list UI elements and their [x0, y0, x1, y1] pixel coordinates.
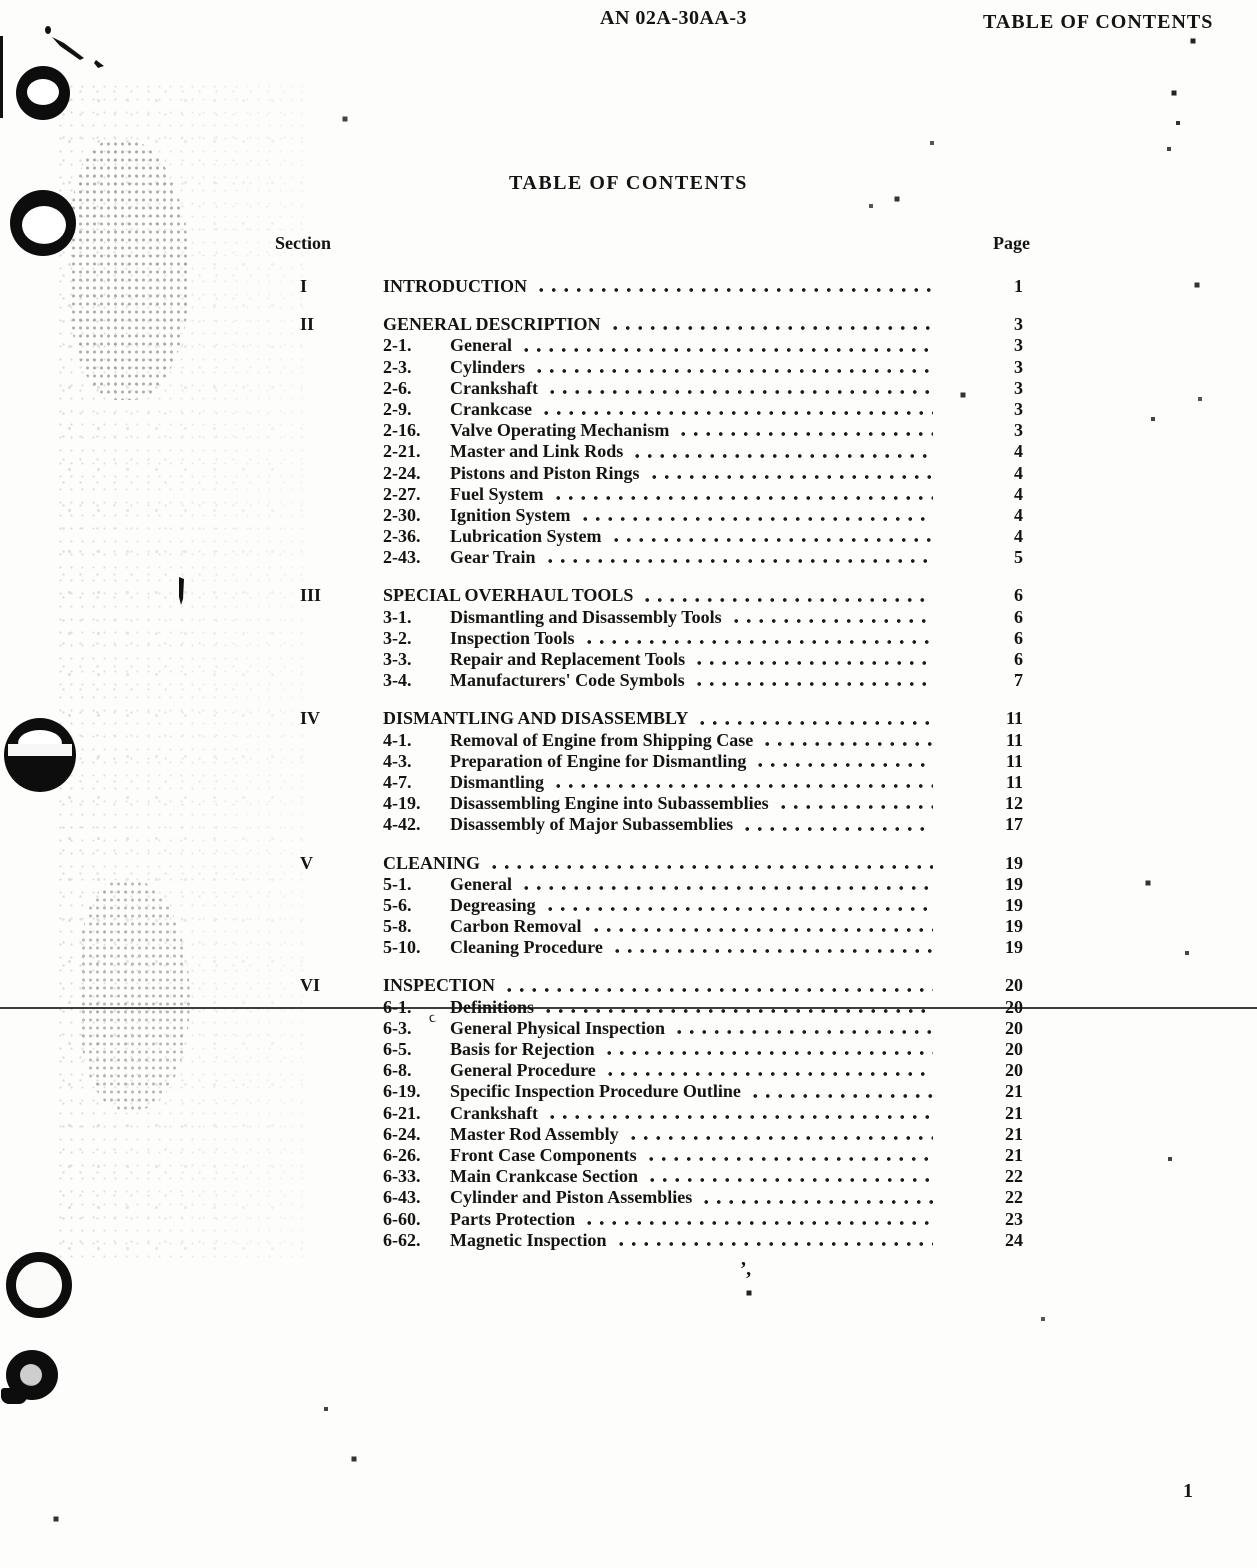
entry-title: CLEANING: [383, 852, 481, 873]
entry-number: 2-6.: [383, 377, 412, 398]
entry-title: Carbon Removal: [450, 916, 582, 937]
entry-page: 7: [1014, 670, 1023, 691]
toc-section: [275, 975, 1035, 1250]
entry-page: 19: [1005, 937, 1023, 958]
toc-item-row: [275, 1230, 1035, 1251]
section-roman: II: [300, 314, 315, 335]
entry-title: Basis for Rejection: [450, 1039, 595, 1059]
toc-item-row: [275, 1166, 1035, 1187]
entry-number: 4-7.: [383, 771, 412, 792]
toc-entry: [383, 895, 939, 916]
entry-number: 6-8.: [383, 1060, 412, 1081]
entry-page: 19: [1005, 852, 1023, 873]
stray-ink-mark: ’ ,: [740, 1258, 750, 1280]
entry-page: 6: [1014, 606, 1023, 627]
hole-punch-mark: [16, 66, 70, 120]
dot-leader: [615, 1241, 934, 1247]
entry-page: 17: [1005, 814, 1023, 835]
toc-entry: [383, 463, 939, 484]
toc-entry: [383, 708, 939, 729]
toc-item-row: [275, 463, 1035, 484]
entry-title: GENERAL DESCRIPTION: [383, 314, 601, 335]
entry-title: Main Crankcase Section: [450, 1166, 638, 1187]
entry-page: 3: [1014, 335, 1023, 356]
entry-title: Dismantling: [450, 771, 545, 792]
page-title: TABLE OF CONTENTS: [509, 172, 748, 194]
toc-item-row: [275, 526, 1035, 547]
toc-item-row: [275, 1145, 1035, 1166]
running-header: TABLE OF CONTENTS: [983, 11, 1214, 33]
entry-number: 5-1.: [383, 873, 412, 894]
entry-number: 4-19.: [383, 793, 421, 814]
toc-item-row: [275, 670, 1035, 691]
entry-page: 11: [1005, 750, 1023, 771]
hole-punch-ring-mark: [6, 1252, 72, 1318]
entry-page: 3: [1014, 420, 1023, 441]
pen-arrow-mark: [50, 34, 106, 68]
entry-title: General Procedure: [450, 1060, 596, 1081]
entry-page: 3: [1014, 377, 1023, 398]
entry-page: 20: [1005, 1060, 1023, 1081]
toc-entry: [383, 357, 939, 378]
dot-leader: [520, 885, 933, 891]
entry-number: 3-2.: [383, 627, 412, 648]
scan-noise-patch: [80, 880, 190, 1110]
entry-title: Definitions: [450, 996, 535, 1017]
toc-item-row: [275, 649, 1035, 670]
entry-title: Crankshaft: [450, 377, 539, 398]
dot-leader: [730, 618, 933, 624]
toc-entry: [383, 937, 939, 958]
toc-section: [275, 314, 1035, 568]
toc-item-row: [275, 874, 1035, 895]
entry-title: Cylinders: [450, 356, 526, 377]
dot-leader: [603, 1050, 933, 1056]
toc-entry: [383, 1145, 939, 1166]
entry-title: Master and Link Rods: [450, 441, 624, 462]
entry-page: 6: [1014, 627, 1023, 648]
toc-item-row: [275, 793, 1035, 814]
toc-item-row: [275, 357, 1035, 378]
toc-item-row: [275, 1209, 1035, 1230]
toc-item-row: [275, 607, 1035, 628]
toc-section-row: [275, 975, 1035, 996]
entry-title: Valve Operating Mechanism: [450, 420, 670, 441]
entry-number: 2-43.: [383, 547, 421, 568]
pen-dot-mark: [45, 26, 51, 34]
entry-number: 3-3.: [383, 649, 412, 669]
dot-leader: [544, 558, 934, 564]
entry-page: 20: [1005, 996, 1023, 1017]
table-of-contents: [275, 233, 1035, 1268]
toc-entry: [383, 441, 939, 462]
toc-entry: [383, 1230, 939, 1251]
toc-item-row: [275, 1187, 1035, 1208]
entry-title: Dismantling and Disassembly Tools: [450, 606, 722, 627]
entry-number: 2-27.: [383, 483, 421, 504]
entry-page: 11: [1005, 708, 1023, 729]
entry-title: INSPECTION: [383, 975, 496, 996]
dot-leader: [552, 495, 934, 501]
entry-number: 6-21.: [383, 1102, 421, 1123]
entry-title: Ignition System: [450, 504, 571, 525]
entry-title: Fuel System: [450, 483, 544, 504]
entry-title: DISMANTLING AND DISASSEMBLY: [383, 708, 689, 729]
dot-leader: [646, 1177, 933, 1183]
dot-leader: [761, 741, 933, 747]
entry-page: 3: [1014, 356, 1023, 377]
entry-page: 23: [1005, 1208, 1023, 1229]
dot-leader: [631, 453, 933, 459]
entry-number: 2-3.: [383, 356, 412, 377]
toc-entry: [383, 751, 939, 772]
entry-title: Disassembling Engine into Subassemblies: [450, 793, 769, 814]
toc-item-row: [275, 1039, 1035, 1060]
dot-leader: [583, 639, 933, 645]
toc-entry: [383, 997, 939, 1018]
toc-entry: [383, 874, 939, 895]
dot-leader: [533, 368, 933, 374]
toc-item-row: [275, 895, 1035, 916]
toc-entry: [383, 1039, 939, 1060]
toc-entry: [383, 547, 939, 568]
dot-leader: [590, 927, 934, 933]
dot-leader: [741, 826, 933, 832]
toc-entry: [383, 1103, 939, 1124]
section-roman: III: [300, 585, 322, 606]
entry-number: 3-4.: [383, 670, 412, 691]
entry-title: Parts Protection: [450, 1208, 576, 1229]
entry-title: Lubrication System: [450, 526, 602, 547]
entry-number: 6-5.: [383, 1039, 412, 1059]
dot-leader: [749, 1093, 933, 1099]
toc-entry: [383, 505, 939, 526]
toc-entry: [383, 1018, 939, 1039]
entry-page: 22: [1005, 1166, 1023, 1187]
entry-number: 6-62.: [383, 1229, 421, 1250]
toc-item-row: [275, 505, 1035, 526]
entry-title: General Physical Inspection: [450, 1017, 665, 1038]
dot-leader: [540, 410, 933, 416]
entry-number: 2-36.: [383, 526, 421, 547]
entry-number: 2-16.: [383, 420, 421, 441]
toc-entry: [383, 793, 939, 814]
entry-page: 4: [1014, 462, 1023, 483]
dot-leader: [627, 1135, 933, 1141]
toc-entry: [383, 526, 939, 547]
doc-number: AN 02A-30AA-3: [600, 7, 748, 29]
dot-leader: [542, 1008, 933, 1014]
toc-entry: [383, 1187, 939, 1208]
toc-entry: [383, 853, 939, 874]
entry-title: Specific Inspection Procedure Outline: [450, 1081, 741, 1102]
entry-title: Crankshaft: [450, 1102, 539, 1123]
entry-number: 5-10.: [383, 937, 421, 958]
entry-title: Magnetic Inspection: [450, 1229, 607, 1250]
toc-body: [275, 276, 1035, 1251]
dot-leader: [777, 804, 933, 810]
entry-title: Preparation of Engine for Dismantling: [450, 750, 747, 771]
toc-item-row: [275, 730, 1035, 751]
dot-leader: [700, 1199, 933, 1205]
hole-punch-mark: [10, 190, 76, 256]
entry-page: 21: [1005, 1123, 1023, 1144]
dot-leader: [696, 720, 933, 726]
entry-page: 20: [1005, 1017, 1023, 1038]
entry-title: Master Rod Assembly: [450, 1123, 619, 1144]
toc-entry: [383, 1166, 939, 1187]
section-column-header: Section: [275, 233, 331, 253]
entry-number: 6-26.: [383, 1144, 421, 1165]
section-roman: I: [300, 276, 308, 296]
page-column-header: Page: [993, 233, 1030, 253]
toc-entry: [383, 649, 939, 670]
entry-page: 1: [1014, 276, 1023, 296]
toc-item-row: [275, 1060, 1035, 1081]
section-roman: V: [300, 852, 313, 873]
entry-page: 24: [1005, 1229, 1023, 1250]
toc-item-row: [275, 997, 1035, 1018]
toc-item-row: [275, 937, 1035, 958]
toc-entry: [383, 399, 939, 420]
entry-page: 11: [1005, 771, 1023, 792]
entry-number: 6-3.: [383, 1017, 412, 1038]
toc-entry: [383, 378, 939, 399]
hole-punch-mark: [4, 718, 76, 792]
entry-page: 20: [1005, 975, 1023, 996]
entry-number: 4-3.: [383, 750, 412, 771]
dot-leader: [641, 597, 933, 603]
entry-title: Front Case Components: [450, 1144, 637, 1165]
toc-item-row: [275, 547, 1035, 568]
toc-item-row: [275, 1103, 1035, 1124]
entry-number: 3-1.: [383, 606, 412, 627]
entry-page: 11: [1005, 729, 1023, 750]
entry-title: General: [450, 335, 512, 356]
toc-item-row: [275, 916, 1035, 937]
dot-leader: [579, 516, 933, 522]
toc-item-row: [275, 1018, 1035, 1039]
toc-item-row: [275, 772, 1035, 793]
dot-leader: [609, 325, 933, 331]
toc-section-row: [275, 585, 1035, 606]
entry-page: 4: [1014, 483, 1023, 504]
toc-entry: [383, 975, 939, 996]
entry-number: 6-19.: [383, 1081, 421, 1102]
entry-page: 4: [1014, 526, 1023, 547]
entry-page: 19: [1005, 894, 1023, 915]
toc-item-row: [275, 751, 1035, 772]
entry-title: Gear Train: [450, 547, 536, 568]
entry-number: 2-30.: [383, 504, 421, 525]
entry-title: SPECIAL OVERHAUL TOOLS: [383, 585, 634, 606]
toc-entry: [383, 730, 939, 751]
toc-entry: [383, 814, 939, 835]
toc-entry: [383, 420, 939, 441]
toc-item-row: [275, 441, 1035, 462]
section-roman: VI: [300, 975, 321, 996]
entry-page: 3: [1014, 398, 1023, 419]
scan-noise-texture: [55, 80, 305, 1260]
toc-entry: [383, 1081, 939, 1102]
toc-column-headers: [275, 233, 1035, 254]
entry-page: 21: [1005, 1081, 1023, 1102]
entry-number: 2-21.: [383, 441, 421, 462]
entry-number: 5-8.: [383, 916, 412, 937]
dot-leader: [535, 287, 933, 293]
entry-page: 21: [1005, 1102, 1023, 1123]
toc-section: [275, 708, 1035, 835]
dot-leader: [645, 1156, 933, 1162]
toc-entry: [383, 585, 939, 606]
toc-entry: [383, 1124, 939, 1145]
entry-title: Manufacturers' Code Symbols: [450, 670, 685, 691]
toc-entry: [383, 314, 939, 335]
entry-number: 6-33.: [383, 1166, 421, 1187]
dot-leader: [693, 660, 933, 666]
entry-title: Crankcase: [450, 398, 532, 419]
dot-leader: [604, 1071, 933, 1077]
entry-number: 6-60.: [383, 1208, 421, 1229]
dot-leader: [488, 864, 933, 870]
dot-leader: [693, 681, 933, 687]
entry-page: 5: [1014, 547, 1023, 568]
toc-section-row: [275, 708, 1035, 729]
toc-item-row: [275, 420, 1035, 441]
toc-item-row: [275, 335, 1035, 356]
entry-title: Removal of Engine from Shipping Case: [450, 729, 754, 750]
entry-title: Degreasing: [450, 894, 536, 915]
entry-title: General: [450, 873, 512, 894]
toc-section: [275, 585, 1035, 691]
dot-leader: [503, 987, 933, 993]
toc-item-row: [275, 628, 1035, 649]
entry-number: 5-6.: [383, 894, 412, 915]
toc-item-row: [275, 1124, 1035, 1145]
entry-page: 21: [1005, 1144, 1023, 1165]
scan-edge-line: [0, 36, 3, 118]
scan-speck-marks: [0, 0, 2, 2]
entry-number: 2-1.: [383, 335, 412, 356]
toc-entry: [383, 916, 939, 937]
entry-number: 6-24.: [383, 1123, 421, 1144]
entry-page: 20: [1005, 1039, 1023, 1059]
toc-item-row: [275, 814, 1035, 835]
entry-title: INTRODUCTION: [383, 276, 528, 296]
toc-section-row: [275, 853, 1035, 874]
entry-page: 19: [1005, 873, 1023, 894]
entry-number: 2-9.: [383, 398, 412, 419]
dot-leader: [677, 431, 933, 437]
toc-section: [275, 853, 1035, 959]
stray-pencil-mark: ϲ: [427, 1009, 438, 1027]
toc-item-row: [275, 378, 1035, 399]
toc-entry: [383, 1060, 939, 1081]
toc-entry: [383, 607, 939, 628]
toc-item-row: [275, 484, 1035, 505]
entry-page: 6: [1014, 585, 1023, 606]
entry-page: 4: [1014, 504, 1023, 525]
entry-page: 4: [1014, 441, 1023, 462]
toc-section-row: [275, 314, 1035, 335]
entry-page: 6: [1014, 649, 1023, 669]
dot-leader: [583, 1220, 933, 1226]
toc-section-row: [275, 276, 1035, 297]
dot-leader: [611, 948, 933, 954]
entry-title: Repair and Replacement Tools: [450, 649, 686, 669]
toc-entry: [383, 772, 939, 793]
entry-number: 6-43.: [383, 1187, 421, 1208]
entry-page: 22: [1005, 1187, 1023, 1208]
dot-leader: [552, 783, 933, 789]
pen-tick-mark: [178, 577, 185, 606]
entry-number: 4-42.: [383, 814, 421, 835]
entry-title: Inspection Tools: [450, 627, 575, 648]
page-number: 1: [1183, 1480, 1193, 1502]
entry-page: 3: [1014, 314, 1023, 335]
toc-item-row: [275, 1081, 1035, 1102]
dot-leader: [610, 537, 933, 543]
entry-page: 12: [1005, 793, 1023, 814]
entry-title: Cleaning Procedure: [450, 937, 603, 958]
section-roman: IV: [300, 708, 321, 729]
toc-entry: [383, 335, 939, 356]
toc-entry: [383, 276, 939, 297]
toc-entry: [383, 484, 939, 505]
ink-blot-tail: [1, 1388, 27, 1404]
dot-leader: [546, 1114, 933, 1120]
toc-entry: [383, 670, 939, 691]
dot-leader: [544, 906, 933, 912]
entry-title: Pistons and Piston Rings: [450, 462, 640, 483]
dot-leader: [673, 1029, 933, 1035]
dot-leader: [546, 389, 933, 395]
entry-title: Disassembly of Major Subassemblies: [450, 814, 734, 835]
toc-item-row: [275, 399, 1035, 420]
toc-entry: [383, 628, 939, 649]
toc-entry: [383, 1209, 939, 1230]
entry-number: 2-24.: [383, 462, 421, 483]
entry-number: 4-1.: [383, 729, 412, 750]
entry-page: 19: [1005, 916, 1023, 937]
dot-leader: [754, 762, 933, 768]
dot-leader: [648, 474, 933, 480]
entry-title: Cylinder and Piston Assemblies: [450, 1187, 693, 1208]
entry-number: 6-1.: [383, 996, 412, 1017]
toc-section: [275, 276, 1035, 297]
dot-leader: [520, 347, 933, 353]
